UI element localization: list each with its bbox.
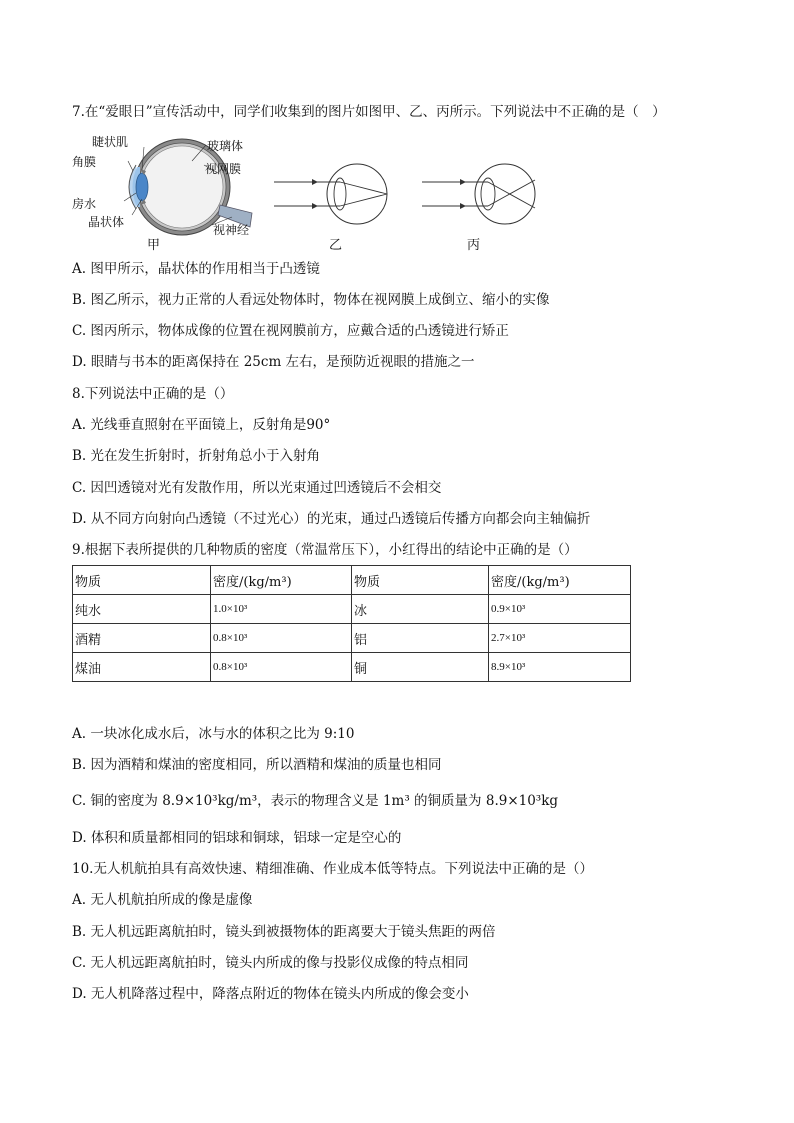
table-cell: 1.0×10³ [211,595,352,624]
density-table [72,565,631,682]
myopia-diagram [420,160,550,235]
q7-stem: 7.在“爱眼日”宣传活动中，同学们收集到的图片如图甲、乙、丙所示。下列说法中不正确的是（ ） [72,104,666,120]
q7-option-c: C. 图丙所示，物体成像的位置在视网膜前方，应戴合适的凸透镜进行矫正 [72,323,509,339]
label-cornea: 角膜 [72,155,97,169]
q10-option-d: D. 无人机降落过程中，降落点附近的物体在镜头内所成的像会变小 [72,986,469,1002]
table-cell: 2.7×10³ [489,624,631,653]
table-header-cell: 物质 [352,566,489,595]
q7-option-d: D. 眼睛与书本的距离保持在 25cm 左右，是预防近视眼的措施之一 [72,354,475,370]
caption-yi: 乙 [329,238,343,253]
label-ciliary: 睫状肌 [92,135,129,149]
table-cell: 煤油 [73,653,211,682]
q8-stem: 8.下列说法中正确的是（） [72,386,234,402]
q7-option-b: B. 图乙所示，视力正常的人看远处物体时，物体在视网膜上成倒立、缩小的实像 [72,292,550,308]
q8-option-d: D. 从不同方向射向凸透镜（不过光心）的光束，通过凸透镜后传播方向都会向主轴偏折 [72,511,591,527]
q10-option-c: C. 无人机远距离航拍时，镜头内所成的像与投影仪成像的特点相同 [72,955,469,971]
table-row [73,653,631,682]
q7-option-a: A. 图甲所示，晶状体的作用相当于凸透镜 [72,261,320,277]
table-cell: 8.9×10³ [489,653,631,682]
table-cell: 铜 [352,653,489,682]
table-cell: 酒精 [73,624,211,653]
label-lens: 晶状体 [88,215,125,229]
table-header-cell: 物质 [73,566,211,595]
table-row [73,595,631,624]
table-header-cell: 密度/(kg/m³) [211,566,352,595]
q8-option-a: A. 光线垂直照射在平面镜上，反射角是90° [72,417,331,433]
label-vitreous: 玻璃体 [207,139,244,153]
eye-anatomy-diagram [100,135,280,250]
table-header-row [73,566,631,595]
table-cell: 0.8×10³ [211,624,352,653]
table-cell: 铝 [352,624,489,653]
caption-jia: 甲 [147,238,161,253]
table-header-cell: 密度/(kg/m³) [489,566,631,595]
q9-option-c: C. 铜的密度为 8.9×10³kg/m³，表示的物理含义是 1m³ 的铜质量为 8.9×10³kg [72,793,559,809]
caption-bing: 丙 [467,238,481,253]
normal-vision-diagram [272,160,402,235]
q8-option-c: C. 因凹透镜对光有发散作用，所以光束通过凹透镜后不会相交 [72,480,442,496]
table-cell: 纯水 [73,595,211,624]
label-retina: 视网膜 [205,162,242,176]
table-cell: 0.8×10³ [211,653,352,682]
q9-option-b: B. 因为酒精和煤油的密度相同，所以酒精和煤油的质量也相同 [72,757,442,773]
q9-stem: 9.根据下表所提供的几种物质的密度（常温常压下），小红得出的结论中正确的是（） [72,542,578,558]
q10-stem: 10.无人机航拍具有高效快速、精细准确、作业成本低等特点。下列说法中正确的是（） [72,861,593,877]
label-optic-nerve: 视神经 [213,223,250,237]
table-row [73,624,631,653]
q8-option-b: B. 光在发生折射时，折射角总小于入射角 [72,448,321,464]
table-cell: 0.9×10³ [489,595,631,624]
q10-option-a: A. 无人机航拍所成的像是虚像 [72,892,253,908]
q9-option-d: D. 体积和质量都相同的铝球和铜球，铝球一定是空心的 [72,830,402,846]
label-aqueous: 房水 [72,197,97,211]
table-cell: 冰 [352,595,489,624]
q10-option-b: B. 无人机远距离航拍时，镜头到被摄物体的距离要大于镜头焦距的两倍 [72,924,496,940]
q9-option-a: A. 一块冰化成水后，冰与水的体积之比为 9:10 [72,726,355,742]
